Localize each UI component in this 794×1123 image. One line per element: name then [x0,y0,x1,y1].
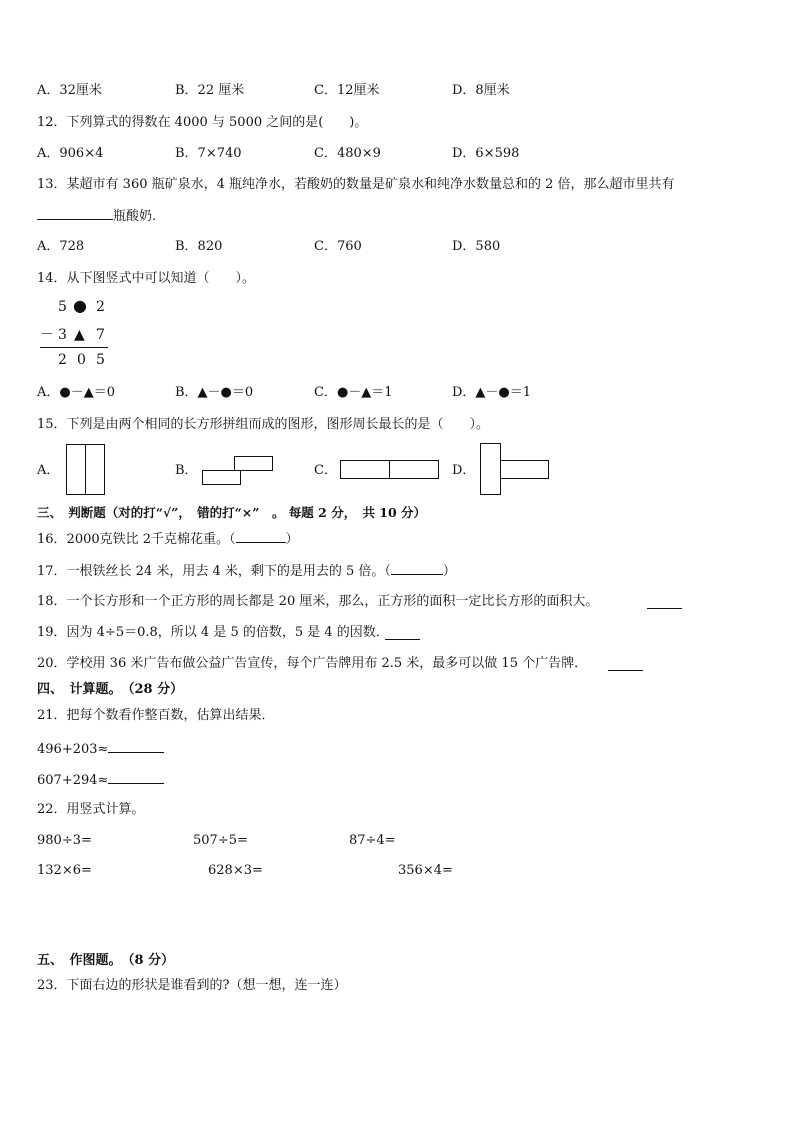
vert-r1-d3: 2 [96,299,105,315]
q16-close-paren: ） [285,532,299,547]
q17-line [37,562,456,581]
q14-option-b: B．▲－●＝0 [175,385,254,400]
q13-option-c: C．760 [314,239,362,254]
q14-option-d: D．▲－●＝1 [452,385,532,400]
q22-calc-4: 132×6= [37,863,92,878]
q18-stem: 18．一个长方形和一个正方形的周长都是 20 厘米，那么，正方形的面积一定比长方形的面积大。 [37,594,599,609]
q16-answer-blank[interactable] [236,530,286,543]
q11-option-c: C．12厘米 [314,83,380,98]
section-3-heading: 三、 判断题（对的打“√”， 错的打“×” 。 每题 2 分， 共 10 分） [37,505,427,520]
q12-option-c: C．480×9 [314,146,381,161]
q18-line [37,593,598,611]
vert-r2-d1: 3 [58,327,67,343]
q13-option-a: A．728 [37,239,85,254]
triangle-symbol: ▲ [74,327,85,343]
figure-c-side-by-side-rectangles [340,460,440,480]
section-5-heading: 五、 作图题。 （8 分） [37,953,175,968]
q20-line [37,655,587,673]
q15-stem: 15．下列是由两个相同的长方形拼组而成的图形，图形周长最长的是（ ）。 [37,417,490,432]
circle-symbol: ● [73,296,87,315]
q19-answer-blank[interactable] [385,627,420,640]
q13-option-d: D．580 [452,239,501,254]
q17-stem: 17．一根铁丝长 24 米，用去 4 米，剩下的是用去的 5 倍。（ [37,564,391,579]
q19-stem: 19．因为 4÷5＝0.8，所以 4 是 5 的倍数，5 是 4 的因数． [37,625,389,640]
q16-stem: 16．2000克铁比 2千克棉花重。（ [37,532,236,547]
q15-label-c: C． [314,463,337,478]
q14-option-a: A．●－▲＝0 [37,385,116,400]
q21-answer-blank-1[interactable] [108,740,164,753]
q14-option-c: C．●－▲＝1 [314,385,393,400]
q21-item-2 [37,771,164,790]
q15-label-b: B． [175,463,198,478]
q22-calc-3: 87÷4= [349,833,396,848]
vert-r1-d1: 5 [58,299,67,315]
q21-stem: 21．把每个数看作整百数，估算出结果． [37,708,275,723]
q15-label-a: A． [37,463,60,478]
q22-calc-6: 356×4= [398,863,453,878]
q20-stem: 20．学校用 36 米广告布做公益广告宣传，每个广告牌用布 2.5 米，最多可以做 15 个广告牌． [37,656,588,671]
q21-answer-blank-2[interactable] [108,771,164,784]
vert-r3-d1: 2 [58,352,67,368]
q11-option-b: B．22 厘米 [175,83,245,98]
q13-stem-line2 [37,207,156,226]
vert-r3-d2: 0 [77,352,86,368]
q23-stem: 23．下面右边的形状是谁看到的?（想一想，连一连） [37,978,347,993]
subtraction-rule [40,347,108,348]
q13-option-b: B．820 [175,239,223,254]
q16-line [37,530,299,549]
q12-option-a: A．906×4 [37,146,104,161]
q21-expression-1: 496+203≈ [37,742,109,757]
minus-sign: － [40,327,54,343]
q17-answer-blank[interactable] [391,562,443,575]
figure-b-offset-rectangles [202,456,274,488]
q21-item-1 [37,740,164,759]
q11-option-a: A．32厘米 [37,83,102,98]
q13-stem-line1: 13．某超市有 360 瓶矿泉水，4 瓶纯净水，若酸奶的数量是矿泉水和纯净水数量总和的 2 倍，那么超市里共有 [37,177,675,192]
section-4-heading: 四、 计算题。 （28 分） [37,682,184,697]
q11-option-d: D．8厘米 [452,83,510,98]
q12-stem: 12．下列算式的得数在 4000 与 5000 之间的是( )。 [37,115,368,130]
q22-calc-2: 507÷5= [193,833,248,848]
q19-line [37,624,389,642]
q21-expression-2: 607+294≈ [37,773,109,788]
figure-a-two-tall-rectangles [66,444,106,496]
figure-d-t-shape-rectangles [480,443,552,497]
q22-calc-1: 980÷3= [37,833,92,848]
vert-r3-d3: 5 [96,352,105,368]
q22-calc-5: 628×3= [208,863,263,878]
q12-option-d: D．6×598 [452,146,520,161]
q12-option-b: B．7×740 [175,146,242,161]
q14-stem: 14．从下图竖式中可以知道（ ）。 [37,271,256,286]
q15-label-d: D． [452,463,476,478]
vert-r2-d3: 7 [96,327,105,343]
q20-answer-blank[interactable] [608,658,643,671]
q18-answer-blank[interactable] [647,596,682,609]
q13-stem-suffix: 瓶酸奶. [113,209,157,224]
q13-answer-blank[interactable] [37,207,113,220]
q17-close-paren: ） [442,564,456,579]
q22-stem: 22．用竖式计算。 [37,802,145,817]
